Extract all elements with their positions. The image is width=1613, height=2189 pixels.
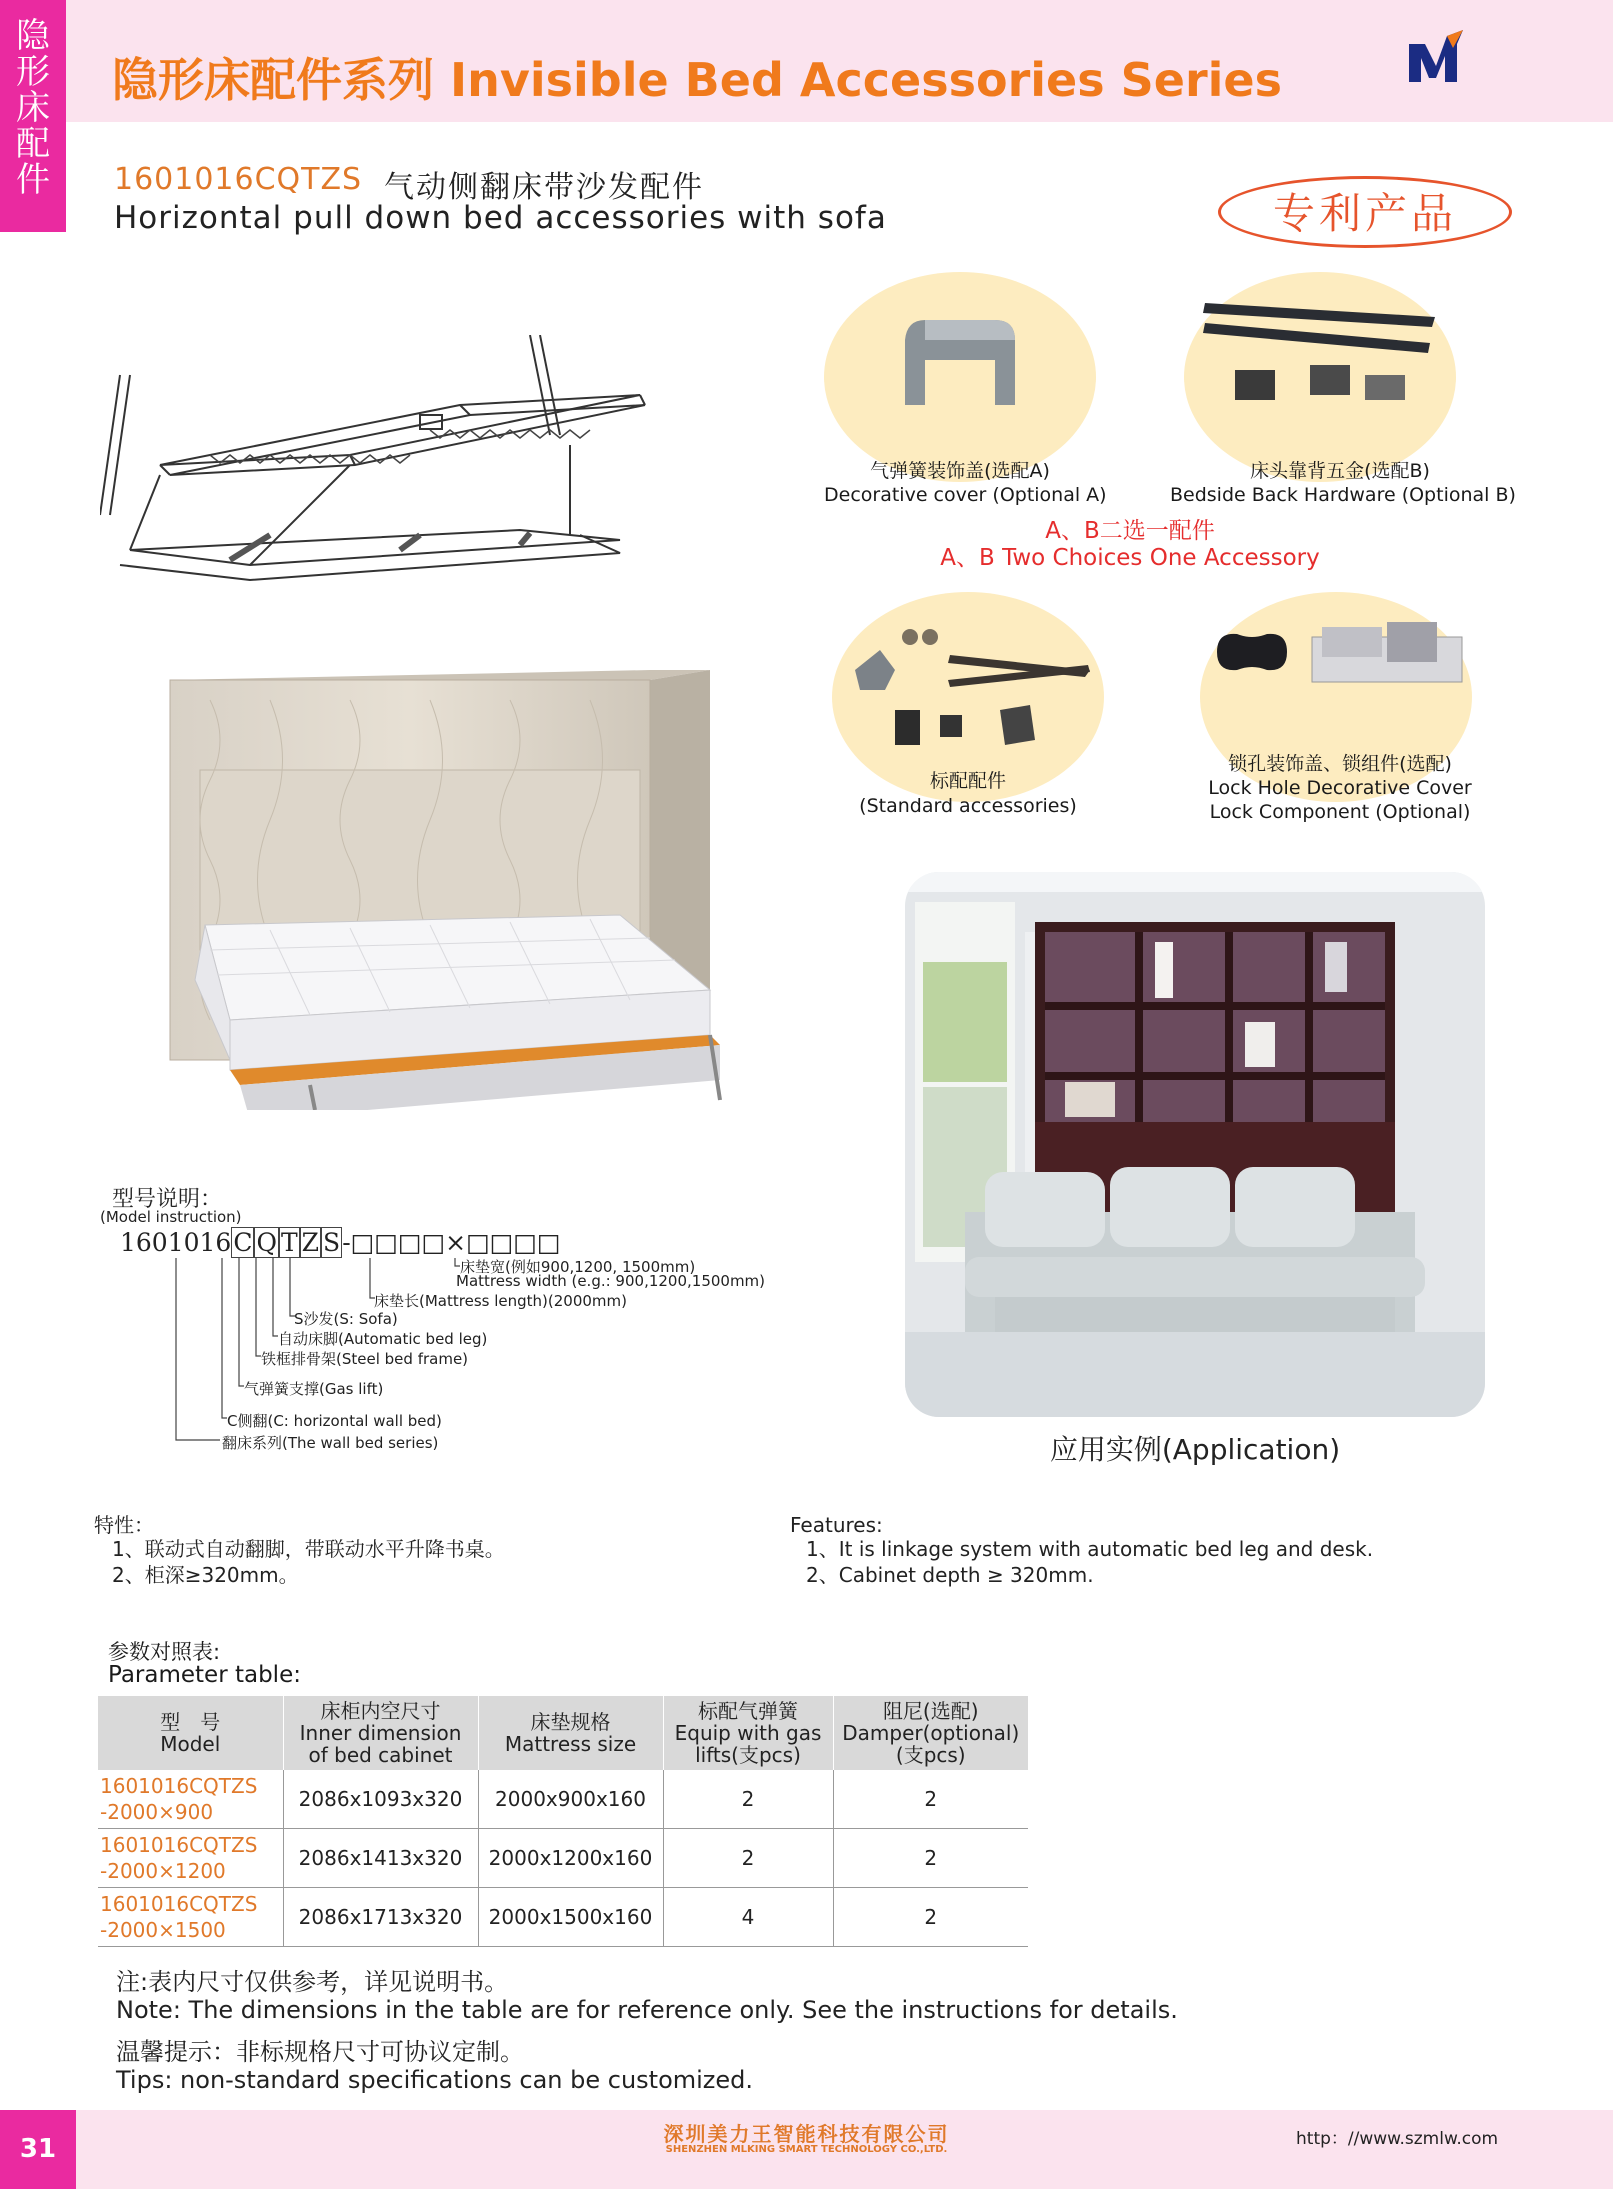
tips-en: Tips: non-standard specifications can be customized.: [116, 2066, 754, 2094]
note-cn: 注:表内尺寸仅供参考，详见说明书。: [116, 1968, 509, 1996]
model-code-diagram: [120, 1228, 561, 1257]
mi-automatic-bed-leg: 自动床脚(Automatic bed leg): [278, 1330, 488, 1348]
mi-gas-lift: 气弹簧支撑(Gas lift): [244, 1380, 384, 1398]
option-a-caption-cn: 气弹簧装饰盖(选配A): [870, 460, 1050, 482]
patent-badge: 专利产品: [1218, 176, 1512, 248]
feature-cn-1: 1、联动式自动翻脚，带联动水平升降书桌。: [112, 1537, 505, 1561]
side-tab-char: 形: [16, 52, 50, 92]
application-caption: 应用实例(Application): [1049, 1433, 1341, 1466]
option-b-caption-cn: 床头靠背五金(选配B): [1250, 460, 1430, 482]
features-title-cn: 特性：: [94, 1513, 154, 1537]
product-name-cn: 气动侧翻床带沙发配件: [384, 170, 704, 205]
ab-choice-cn: A、B二选一配件: [1045, 518, 1215, 544]
param-table-title-en: Parameter table:: [108, 1662, 301, 1688]
side-tab-char: 隐: [16, 16, 50, 56]
side-tab-char: 件: [16, 160, 50, 200]
table-row: [98, 1888, 1028, 1947]
page-title: 隐形床配件系列 Invisible Bed Accessories Series: [112, 53, 1282, 107]
option-a-caption-en: Decorative cover (Optional A): [824, 484, 1107, 506]
cell-model: 1601016CQTZS -2000×1500: [98, 1888, 283, 1947]
cell-mattress: 2000x900x160: [478, 1770, 663, 1829]
standard-caption-cn: 标配配件: [929, 770, 1006, 792]
cell-gas-lifts: 2: [663, 1770, 833, 1829]
bed-cabinet-render: [150, 660, 770, 1110]
parameter-table: [98, 1696, 1028, 1947]
decorative-cover-image: [895, 310, 1025, 415]
header-inner-dimension: 床柜内空尺寸 Inner dimension of bed cabinet: [283, 1696, 478, 1770]
cell-damper: 2: [833, 1829, 1028, 1888]
bedside-hardware-image: [1200, 295, 1440, 415]
mi-steel-bed-frame: 铁框排骨架(Steel bed frame): [261, 1350, 469, 1368]
note-en: Note: The dimensions in the table are for reference only. See the instructions for details.: [116, 1996, 1178, 2024]
model-code-prefix: 1601016: [120, 1228, 232, 1257]
standard-accessories-image: [840, 615, 1100, 750]
side-tab-char: 床: [16, 88, 50, 128]
company-name-en: SHENZHEN MLKING SMART TECHNOLOGY CO.,LTD.: [665, 2144, 948, 2155]
feature-cn-2: 2、柜深≥320mm。: [112, 1563, 299, 1587]
model-instruction-title-cn: 型号说明：: [112, 1187, 223, 1212]
model-code-letter: C: [233, 1228, 253, 1257]
ab-choice-en: A、B Two Choices One Accessory: [940, 545, 1320, 571]
website-link[interactable]: http：//www.szmlw.com: [1296, 2129, 1499, 2149]
model-code-letter: T: [280, 1228, 298, 1257]
cell-damper: 2: [833, 1770, 1028, 1829]
header-mattress-size: 床垫规格 Mattress size: [478, 1696, 663, 1770]
header-model: 型 号 Model: [98, 1696, 283, 1770]
tips-cn: 温馨提示：非标规格尺寸可协议定制。: [116, 2038, 524, 2066]
model-code-letter: S: [323, 1228, 341, 1257]
model-code-letter: Z: [301, 1228, 320, 1257]
table-header-row: [98, 1696, 1028, 1770]
cell-mattress: 2000x1500x160: [478, 1888, 663, 1947]
page-number: 31: [0, 2110, 76, 2189]
param-table-title-cn: 参数对照表:: [108, 1640, 221, 1664]
option-b-caption-en: Bedside Back Hardware (Optional B): [1170, 484, 1516, 506]
mi-mattress-width-cn: 床垫宽(例如900,1200, 1500mm): [460, 1258, 696, 1276]
application-photo: [905, 872, 1485, 1417]
cell-mattress: 2000x1200x160: [478, 1829, 663, 1888]
cell-gas-lifts: 4: [663, 1888, 833, 1947]
table-row: [98, 1829, 1028, 1888]
lock-component-image: [1212, 612, 1470, 702]
table-row: [98, 1770, 1028, 1829]
side-category-tab: [0, 0, 66, 232]
feature-en-1: 1、It is linkage system with automatic bed leg and desk.: [806, 1537, 1374, 1561]
model-code-suffix: -□□□□×□□□□: [342, 1228, 561, 1257]
mi-horizontal-wall-bed: C侧翻(C: horizontal wall bed): [227, 1412, 442, 1430]
standard-caption-en: (Standard accessories): [859, 795, 1077, 817]
lock-caption-cn: 锁孔装饰盖、锁组件(选配): [1228, 753, 1452, 775]
cell-inner: 2086x1413x320: [283, 1829, 478, 1888]
product-code: 1601016CQTZS: [114, 162, 363, 197]
model-code-letter: Q: [256, 1228, 277, 1257]
features-title-en: Features:: [790, 1513, 883, 1537]
lock-caption-en-1: Lock Hole Decorative Cover: [1208, 777, 1472, 799]
header-damper: 阻尼(选配) Damper(optional) (支pcs): [833, 1696, 1028, 1770]
bed-frame-drawing: [100, 335, 660, 605]
mi-wall-bed-series: 翻床系列(The wall bed series): [222, 1434, 439, 1452]
cell-damper: 2: [833, 1888, 1028, 1947]
product-name-en: Horizontal pull down bed accessories with sofa: [114, 200, 887, 236]
cell-inner: 2086x1713x320: [283, 1888, 478, 1947]
mi-mattress-width-en: Mattress width (e.g.: 900,1200,1500mm): [456, 1272, 766, 1290]
mi-mattress-length: 床垫长(Mattress length)(2000mm): [374, 1292, 627, 1310]
cell-model: 1601016CQTZS -2000×1200: [98, 1829, 283, 1888]
cell-gas-lifts: 2: [663, 1829, 833, 1888]
header-gas-lifts: 标配气弹簧 Equip with gas lifts(支pcs): [663, 1696, 833, 1770]
lock-caption-en-2: Lock Component (Optional): [1209, 801, 1471, 823]
cell-inner: 2086x1093x320: [283, 1770, 478, 1829]
mi-sofa: S沙发(S: Sofa): [294, 1310, 398, 1328]
model-instruction-title-en: (Model instruction): [100, 1208, 242, 1226]
side-tab-char: 配: [16, 124, 50, 164]
cell-model: 1601016CQTZS -2000×900: [98, 1770, 283, 1829]
company-name-cn: 深圳美力王智能科技有限公司: [663, 2122, 950, 2146]
company-logo: [1405, 26, 1467, 88]
feature-en-2: 2、Cabinet depth ≥ 320mm.: [806, 1563, 1094, 1587]
